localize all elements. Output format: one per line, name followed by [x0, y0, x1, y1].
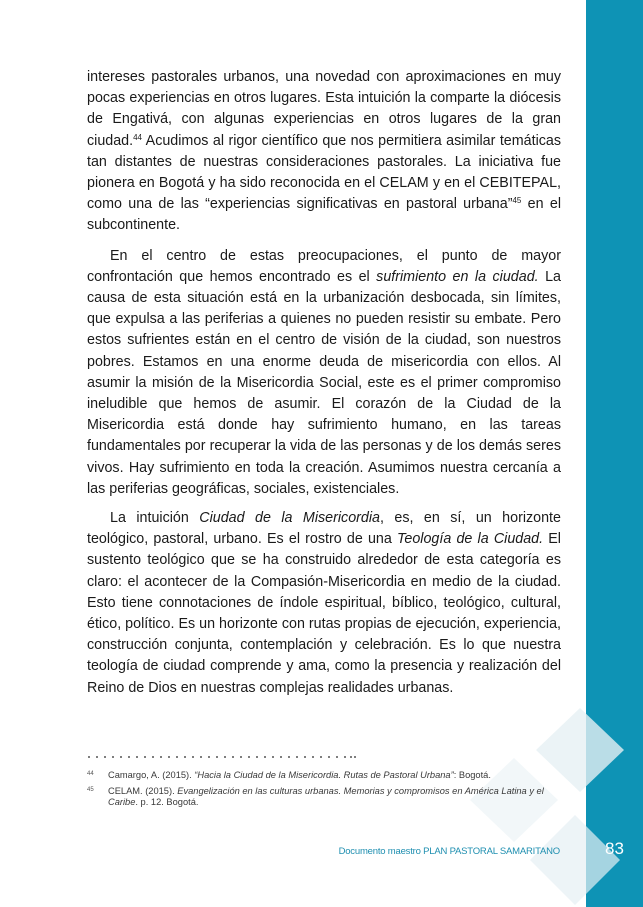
paragraph-2: En el centro de estas preocupaciones, el punto de mayor confrontación que hemos encontrado es el sufrimiento en la ciudad. La causa de esta situación está en la urbanización desbocada, sin límites, que expulsa a las periferias a quienes no pueden resistir su embate. Pero estos sufrientes están en el centro de visión de la ciudad, son nuestros pobres. Estamos en una enorme deuda de misericordia con ellos. Al asumir la misión de la Misericordia Social, este es el primer compromiso ineludible que hemos de asumir. El corazón de la Ciudad de la Misericordia está donde hay sufrimiento humano, en las tareas fundamentales por recuperar la vida de las personas y de los demás seres vivos. Hay sufrimiento en toda la creación. Asumimos nuestra cercanía a las periferias geográficas, sociales, existenciales.: [87, 247, 561, 497]
body-text: [87, 67, 561, 699]
footnote-ref-44[interactable]: 44: [133, 132, 143, 142]
footnote-45: 45 CELAM. (2015). Evangelización en las culturas urbanas. Memorias y compromisos en América Latina y el Caribe. p. 12. Bogotá.: [87, 785, 544, 807]
footnote-number: 45: [87, 786, 94, 793]
footnote-ref-45[interactable]: 45: [512, 196, 522, 206]
paragraph-1: intereses pastorales urbanos, una novedad con aproximaciones en muy pocas experiencias en otros lugares. Esta intuición la comparte la diócesis de Engativá, con algunas experiencias en otros lugares de la gran ciudad.$^{44}$ Acudimos al rigor científico que nos permitiera asimilar temáticas tan distantes de nuestras consideraciones pastorales. La iniciativa fue pionera en Bogotá y ha sido reconocida en el CELAM y en el CEBITEPAL, como una de las “experiencias significativas en pastoral urbana”$^{45}$ en el subcontinente.: [87, 69, 561, 234]
footnote-44: 44 Camargo, A. (2015). “Hacia la Ciudad de la Misericordia. Rutas de Pastoral Urbana”: Bogotá.: [87, 770, 491, 780]
deco-diamond-3: [530, 815, 620, 905]
page-number: 83: [605, 839, 624, 858]
footer-document-title: Documento maestro PLAN PASTORAL SAMARITANO: [338, 846, 560, 857]
footnotes: [87, 770, 561, 813]
footnote-divider: [87, 754, 357, 760]
paragraph-3: La intuición Ciudad de la Misericordia, es, en sí, un horizonte teológico, pastoral, urbano. Es el rostro de una Teología de la Ciudad. El sustento teológico que se ha construido alrededor de esta categoría es claro: el acontecer de la Compasión-Misericordia en medio de la ciudad. Esto tiene connotaciones de índole espiritual, bíblico, teológico, cultural, ético, político. Es un horizonte con rutas propias de ejecución, experiencia, construcción conjunta, contemplación y celebración. Es lo que nuestra teología de ciudad comprende y ama, como la presencia y realización del Reino de Dios en nuestras complejas realidades urbanas.: [87, 510, 561, 696]
footnote-number: 44: [87, 771, 94, 777]
